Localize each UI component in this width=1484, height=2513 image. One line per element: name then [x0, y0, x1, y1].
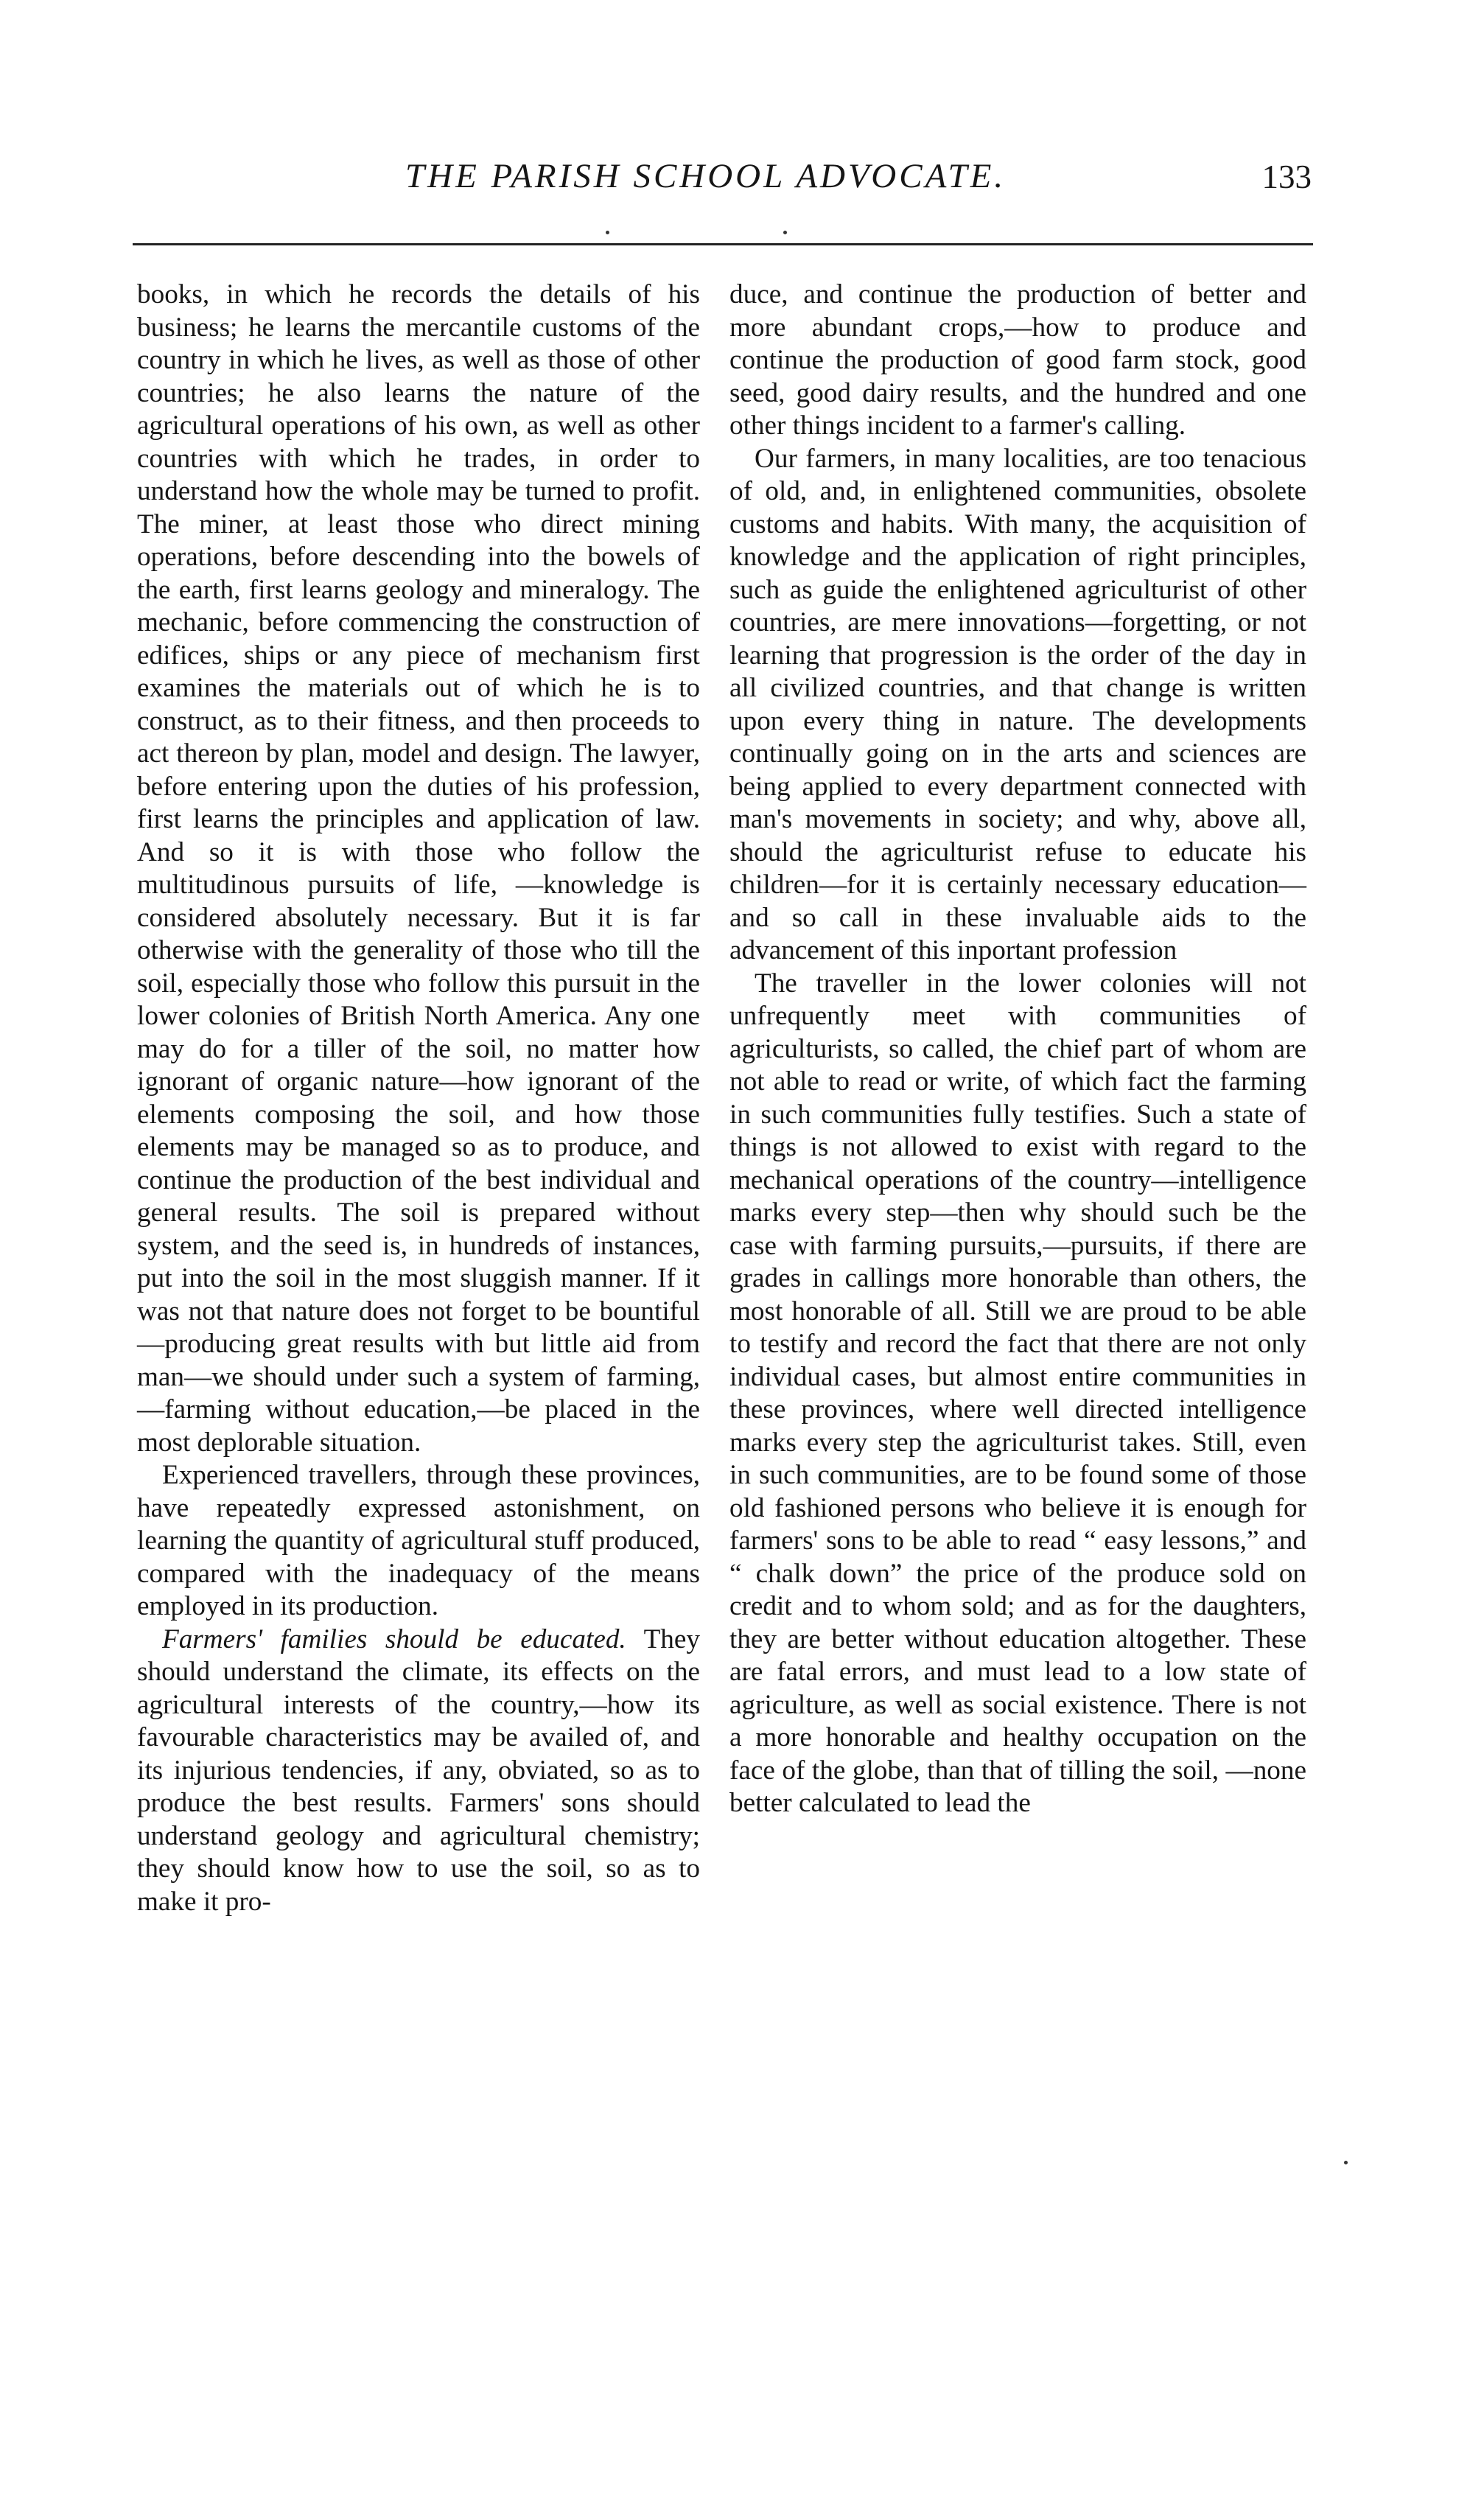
- print-speck: [783, 231, 787, 234]
- page-header: [133, 156, 1312, 208]
- page-number: 133: [1261, 158, 1312, 195]
- print-speck: [606, 231, 609, 234]
- right-column: [729, 279, 1306, 1820]
- left-paragraph-3: [137, 1624, 700, 1919]
- right-paragraph-1: duce, and continue the production of better and more abundant crops,—how to produce and continue the production of good farm stock, good seed, good dairy results, and the hundred and one other things incident to a farmer's calling.: [729, 279, 1306, 441]
- header-rule: [133, 243, 1313, 245]
- italic-heading: Farmers' families should be educated.: [162, 1624, 626, 1654]
- left-paragraph-3-text: They should understand the climate, its effects on the agricultural interests of the country,—how its favourable characteristics may be availed of, and its injurious tendencies, if any, obviated, so as to produce the best results. Farmers' sons should understand geology and agricultural chemistry; they should know how to use the soil, so as to make it pro-: [137, 1624, 700, 1917]
- right-paragraph-3: The traveller in the lower colonies will not unfrequently meet with communities of agriculturists, so called, the chief part of whom are not able to read or write, of which fact the farming in such communities fully testifies. Such a state of things is not allowed to exist with regard to the mechanical operations of the country—intelligence marks every step—then why should such be the case with farming pursuits,—pursuits, if there are grades in callings more honorable than others, the most honorable of all. Still we are proud to be able to testify and record the fact that there are not only individual cases, but almost entire communities in these provinces, where well directed intelligence marks every step the agriculturist takes. Still, even in such communities, are to be found some of those old fashioned persons who believe it is enough for farmers' sons to be able to read “ easy lessons,” and “ chalk down” the price of the produce sold on credit and to whom sold; and as for the daughters, they are better without education altogether. These are fatal errors, and must lead to a low state of agriculture, as well as social existence. There is not a more honorable and healthy occupation on the face of the globe, than that of tilling the soil, —none better calculated to lead the: [729, 968, 1306, 1818]
- left-column: [137, 279, 700, 1918]
- right-paragraph-2: Our farmers, in many localities, are too tenacious of old, and, in enlightened communities, obsolete customs and habits. With many, the acquisition of knowledge and the application of right principles, such as guide the enlightened agriculturist of other countries, are mere innovations—forgetting, or not learning that progression is the order of the day in all civilized countries, and that change is written upon every thing in nature. The developments continually going on in the arts and sciences are being applied to every department connected with man's movements in society; and why, above all, should the agriculturist refuse to educate his children—for it is certainly necessary education—and so call in these invaluable aids to the advancement of this inportant profession: [729, 443, 1306, 965]
- running-title: THE PARISH SCHOOL ADVOCATE.: [405, 157, 1007, 195]
- left-paragraph-2: Experienced travellers, through these provinces, have repeatedly expressed astonishment, on learning the quantity of agricultural stuff produced, compared with the inadequacy of the means employed in its production.: [137, 1460, 700, 1621]
- left-paragraph-1: books, in which he records the details of his business; he learns the mercantile customs of the country in which he lives, as well as those of other countries; he also learns the nature of the agricultural operations of his own, as well as other countries with which he trades, in order to understand how the whole may be turned to profit. The miner, at least those who direct mining operations, before descending into the bowels of the earth, first learns geology and mineralogy. The mechanic, before commencing the construction of edifices, ships or any piece of mechanism first examines the materials out of which he is to construct, as to their fitness, and then proceeds to act thereon by plan, model and design. The lawyer, before entering upon the duties of his profession, first learns the principles and application of law. And so it is with those who follow the multitudinous pursuits of life, —knowledge is considered absolutely necessary. But it is far otherwise with the generality of those who till the soil, especially those who follow this pursuit in the lower colonies of British North America. Any one may do for a tiller of the soil, no matter how ignorant of organic nature—how ignorant of the elements composing the soil, and how those elements may be managed so as to produce, and continue the production of the best individual and general results. The soil is prepared without system, and the seed is, in hundreds of instances, put into the soil in the most sluggish manner. If it was not that nature does not forget to be bountiful—producing great results with but little aid from man—we should under such a system of farming, —farming without education,—be placed in the most deplorable situation.: [137, 279, 700, 1458]
- print-speck: [1344, 2161, 1348, 2164]
